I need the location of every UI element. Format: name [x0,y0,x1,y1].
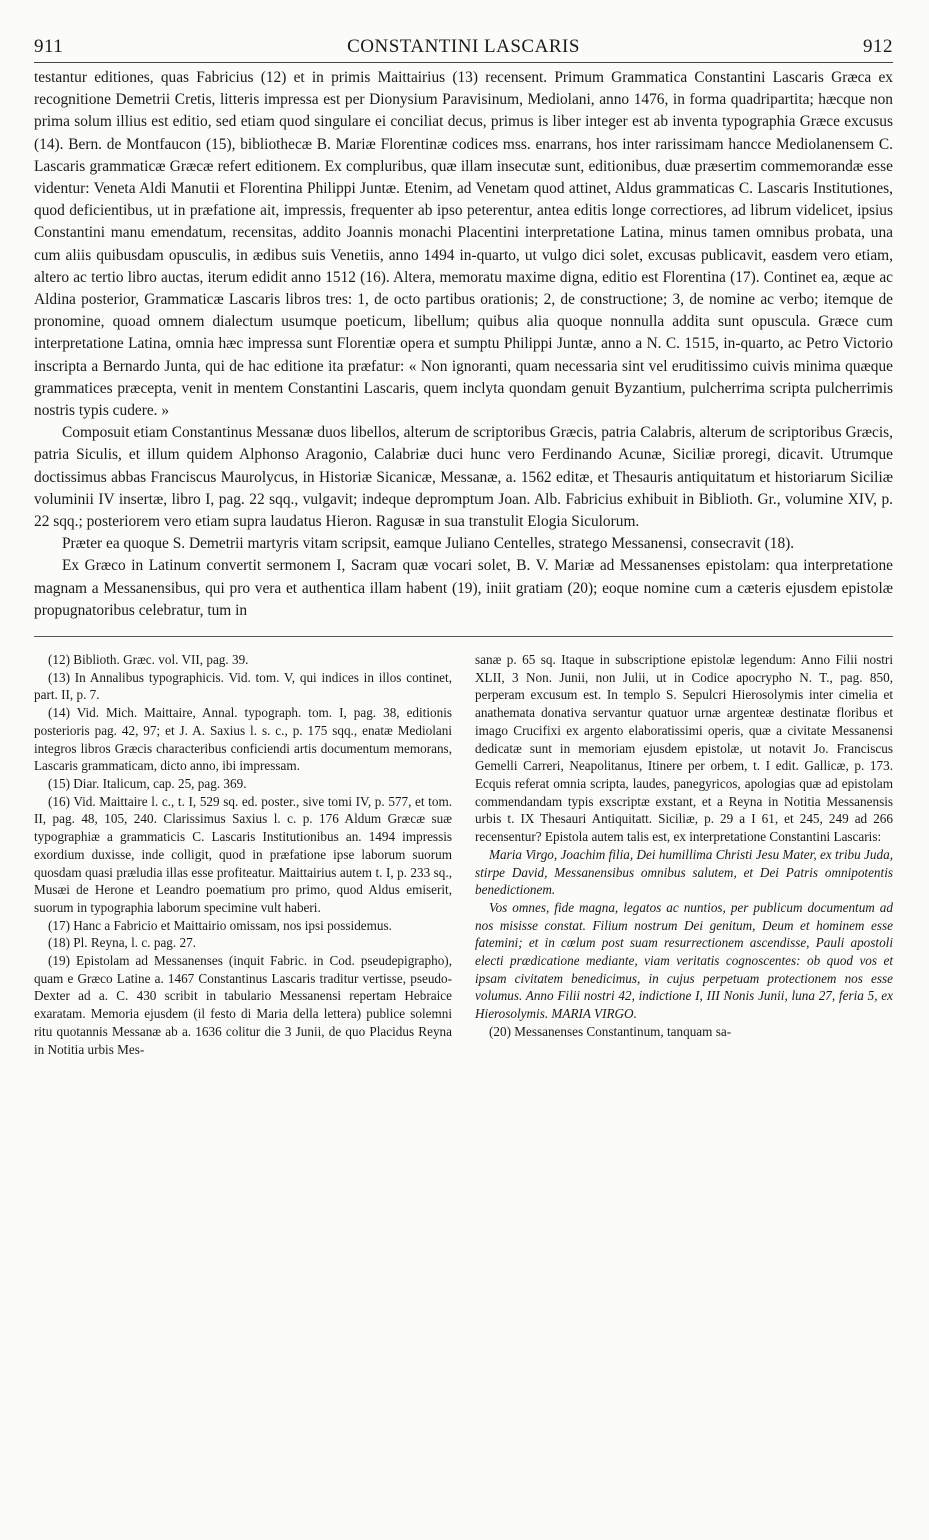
epistle-salutation: Maria Virgo, Joachim filia, Dei humillima Christi Jesu Mater, ex tribu Juda, stirpe David, Messanensibus omnibus salutem, et Dei Patris omnipotentis benedictionem. [475,846,893,898]
epistle-text: Vos omnes, fide magna, legatos ac nuntios, per publicum documentum ad nos misisse constat. Filium nostrum Dei genitum, Deum et hominem esse fatemini; et in cœlum post suam resurrectionem ascendisse, Pauli apostoli electi prædicatione mediante, viam veritatis cognoscentes: ob quod vos et ipsam civitatem benedicimus, in cujus perpetuam protectionem nos esse volumus. Anno Filii nostri 42, indictione I, III Nonis Junii, luna 27, feria 5, ex Hierosolymis. MARIA VIRGO. [475,899,893,1022]
paragraph: Composuit etiam Constantinus Messanæ duos libellos, alterum de scriptoribus Græcis, patria Calabris, alterum de scriptoribus Græcis, patria Siculis, et illum quidem Alphonso Aragonio, Calabriæ duci hunc vero Ferdinando Acunæ, Siciliæ proregi, dicavit. Utrumque doctissimus abbas Franciscus Maurolycus, in Historiæ Sicanicæ, Messanæ, a. 1562 editæ, et Thesauris antiquitatum et historiarum Siciliæ voluminii IV insertæ, libro I, pag. 22 sqq., vulgavit; indeque depromptum Joan. Alb. Fabricius exhibuit in Biblioth. Gr., volumine XIV, p. 22 sqq.; posteriorem vero etiam supra laudatus Hieron. Ragusæ in sua transtulit Elogia Siculorum. [34,424,893,531]
footnotes-right-column [475,651,893,1058]
footnote: (16) Vid. Maittaire l. c., t. I, 529 sq. ed. poster., sive tomi IV, p. 577, et tom. II, pag. 48, 105, 240. Clarissimus Saxius l. c. p. 176 Aldum Græcæ suæ typographiæ a grammaticis C. Lascaris Institutionibus an. 1494 impressis exordium duxisse, inde colligit, quod in præfatione ipse laborum suorum quosdam quasi præludia illas esse profiteatur. Maittairius autem t. I, p. 233 sq., Musæi de Herone et Leandro poematium pro primo, quod Aldus emiserit, suorum in typographia laborum specimine vult haberi. [34,793,452,915]
main-text [34,67,893,622]
footnote-continuation: sanæ p. 65 sq. Itaque in subscriptione epistolæ legendum: Anno Filii nostri XLII, 3 Non. Junii, non Julii, ut in Codice apocrypho N. T., pag. 850, perperam excusum est. In templo S. Sepulcri Hierosolymis inter cimelia et anathemata donativa servantur quatuor urnæ argenteæ destinatæ floribus et imago Crucifixi ex argento elaboratissimi operis, quæ a civitate Messanensi dedicatæ sunt in memoriam ejusdem epistolæ, ut notavit Jo. Franciscus Gemelli Carreri, Neapolitanus, Itinere per orbem, t. I edit. Gallicæ, p. 173. Ecquis referat omnia scripta, laudes, panegyricos, apologias quæ ad epistolam commendandam typis exscriptæ exstant, et a Reyna in Notitia Messanensis urbis t. IX Thesauri Antiquitatt. Siciliæ, p. 29 a I 61, et 245, 249 ad 266 recensentur? Epistola autem talis est, ex interpretatione Constantini Lascaris: [475,652,893,845]
footnote: (13) In Annalibus typographicis. Vid. tom. V, qui indices in illos continet, part. II, p. 7. [34,669,452,703]
paragraph: testantur editiones, quas Fabricius (12) et in primis Maittairius (13) recensent. Primum Grammatica Constantini Lascaris Græca ex recognitione Demetrii Cretis, litteris impressa est per Dionysium Paravisinum, Mediolani, anno 1476, in forma quadripartita; hæcque non prima solum illius est editio, sed etiam quod singulare ei conciliat decus, primus is liber integer est ab inventa typographia Græce excusus (14). Bern. de Montfaucon (15), bibliothecæ B. Mariæ Florentinæ codices mss. enarrans, hos inter rarissimam hancce Mediolanensem C. Lascaris grammaticæ Græcæ refert editionem. Ex compluribus, quæ illam insecutæ sunt, editionibus, duæ præsertim commemorandæ esse videntur: Veneta Aldi Manutii et Florentina Philippi Juntæ. Etenim, ad Venetam quod attinet, Aldus grammaticas C. Lascaris Institutiones, quod deficientibus, ut in præfatione ait, impressis, frequenter ab ipso peterentur, antea editis longe correctiores, ad librum videlicet, ipsius Constantini manu emendatum, recensitas, addito Joannis monachi Placentini interpretatione Latina, minus tamen omnibus probata, una cum aliis quibusdam opusculis, in ædibus suis Venetiis, anno 1494 in-quarto, ut vulgo dici solet, excusas publicavit, easdem vero etiam, altero ac tertio libro auctas, iterum edidit anno 1512 (16). Altera, memoratu maxime digna, editio est Florentina (17). Continet ea, æque ac Aldina posterior, Grammaticæ Lascaris libros tres: 1, de octo partibus orationis; 2, de constructione; 3, de nomine ac verbo; itemque de pronomine, quoad omnem dialectum usumque poeticum, libellum; quibus alia quoque nonnulla addita sunt opuscula. Græce cum interpretatione Latina, omnia hæc impressa sunt Florentiæ opera et sumptu Philippi Juntæ, anno a N. C. 1515, in-quarto, ac Petro Victorio inscripta a Bernardo Junta, qui de hac editione ita præfatur: « Non ignoranti, quam necessaria sint vel eruditissimo cuivis minima quæque grammatices præcepta, venit in mentem Constantini Lascaris, quem inclyta quondam genuit Byzantium, pulcherrima scripta pulcherrimis nostris typis cudere. » [34,69,893,420]
page-number-right: 912 [863,36,893,57]
page-header [34,30,893,63]
page-number-left: 911 [34,36,64,57]
footnote: (12) Biblioth. Græc. vol. VII, pag. 39. [48,652,249,668]
footnote: (20) Messanenses Constantinum, tanquam sa- [489,1023,732,1039]
footnote-divider [34,636,893,637]
footnote: (19) Epistolam ad Messanenses (inquit Fabric. in Cod. pseudepigrapho), quam e Græco Latine a. 1467 Constantinus Lascaris traditur vertisse, pseudo-Dexter ad a. C. 430 scribit in tabulario Messanensi repertam Hebraice exaratam. Memoria ejusdem (il festo di Maria della lettera) publice solemni ritu quotannis Messanæ ab a. 1636 colitur die 3 Junii, de quo Placidus Reyna in Notitia urbis Mes- [34,953,452,1057]
footnote: (15) Diar. Italicum, cap. 25, pag. 369. [48,776,247,791]
paragraph: Ex Græco in Latinum convertit sermonem I, Sacram quæ vocari solet, B. V. Mariæ ad Messanenses epistolam: qua interpretatione magnam a Messanensibus, qui pro vera et authentica illam habent (19), iniit gratiam (20); eoque nomine cum a cæteris ejusdem epistolæ propugnatoribus celebratur, tum in [34,557,893,619]
footnote: (18) Pl. Reyna, l. c. pag. 27. [48,935,196,951]
running-title: CONSTANTINI LASCARIS [347,36,580,57]
footnote: (14) Vid. Mich. Maittaire, Annal. typograph. tom. I, pag. 38, editionis posterioris pag. 42, 97; et J. A. Saxius l. s. c., p. 175 sqq., enatæ Mediolani integros libros Græcis characteribus conficiendi artis documentum memorans, Lascaris grammaticam, dicto anno, ibi impressam. [34,705,452,774]
footnotes-left-column [34,651,452,1058]
footnote: (17) Hanc a Fabricio et Maittairio omissam, nos ipsi possidemus. [48,917,392,933]
paragraph: Præter ea quoque S. Demetrii martyris vitam scripsit, eamque Juliano Centelles, stratego Messanensi, consecravit (18). [62,535,795,553]
footnotes [34,651,893,1058]
